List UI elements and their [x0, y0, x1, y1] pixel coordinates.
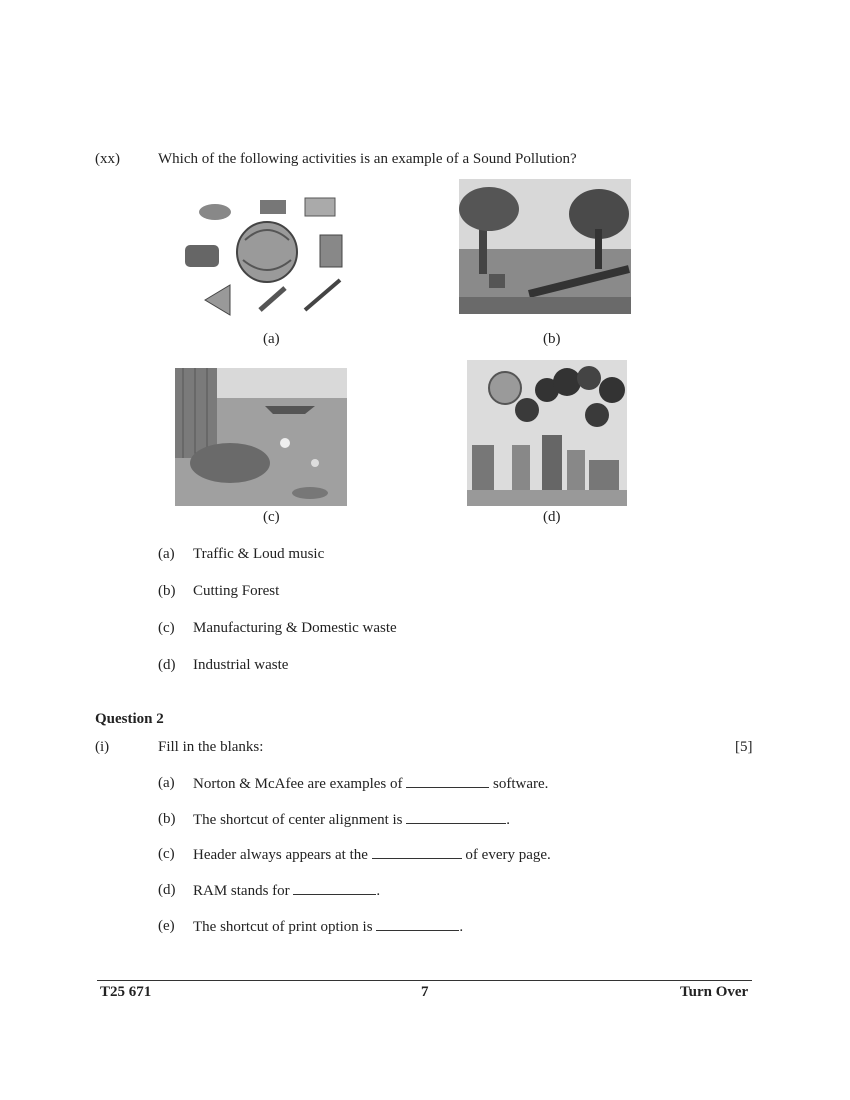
blank-e-key: (e): [158, 918, 175, 934]
option-d-key: (d): [158, 657, 176, 673]
industrial-smoke-icon: [467, 360, 627, 506]
blank-a-after: software.: [493, 776, 549, 792]
question-text: Which of the following activities is an example of a Sound Pollution?: [158, 151, 577, 167]
blank-b-item: [193, 811, 510, 829]
option-b-text: Cutting Forest: [193, 583, 280, 599]
blank-d-key: (d): [158, 882, 176, 898]
blank-c-before: Header always appears at the: [193, 847, 368, 863]
blank-e-line: [376, 918, 459, 931]
blank-d-item: [193, 882, 380, 900]
blank-d-line: [293, 882, 376, 895]
turn-over-note: Turn Over: [680, 984, 749, 1000]
figure-c: [175, 368, 347, 506]
figure-d-label: (d): [543, 509, 561, 525]
water-pollution-icon: [175, 368, 347, 506]
blank-c-key: (c): [158, 846, 175, 862]
figure-d: [467, 360, 627, 506]
blank-b-after: .: [506, 812, 511, 828]
question-2-heading: Question 2: [95, 711, 164, 727]
question-number: (xx): [95, 151, 120, 167]
part-instruction: Fill in the blanks:: [158, 739, 264, 755]
option-b-key: (b): [158, 583, 176, 599]
blank-c-item: [193, 846, 551, 864]
blank-a-before: Norton & McAfee are examples of: [193, 776, 403, 792]
blank-a-item: [193, 775, 548, 793]
blank-a-key: (a): [158, 775, 175, 791]
deforestation-icon: [459, 179, 631, 314]
option-a-key: (a): [158, 546, 175, 562]
option-c-key: (c): [158, 620, 175, 636]
option-a-text: Traffic & Loud music: [193, 546, 325, 562]
blank-d-after: .: [376, 883, 381, 899]
part-number: (i): [95, 739, 110, 755]
blank-c-after: of every page.: [465, 847, 551, 863]
page-number: 7: [421, 984, 429, 1000]
footer-divider: [97, 980, 752, 981]
option-c-text: Manufacturing & Domestic waste: [193, 620, 397, 636]
blank-e-after: .: [459, 919, 464, 935]
blank-a-line: [406, 775, 489, 788]
blank-e-before: The shortcut of print option is: [193, 919, 373, 935]
option-d-text: Industrial waste: [193, 657, 289, 673]
figure-b: [459, 179, 631, 314]
noise-sources-icon: [175, 180, 360, 320]
figure-b-label: (b): [543, 331, 561, 347]
figure-a-label: (a): [263, 331, 280, 347]
marks: [5]: [735, 739, 753, 755]
blank-c-line: [372, 846, 462, 859]
figure-a: [175, 180, 360, 320]
figure-c-label: (c): [263, 509, 280, 525]
footer-code: T25 671: [100, 984, 152, 1000]
blank-e-item: [193, 918, 463, 936]
blank-d-before: RAM stands for: [193, 883, 290, 899]
blank-b-key: (b): [158, 811, 176, 827]
blank-b-before: The shortcut of center alignment is: [193, 812, 403, 828]
blank-b-line: [406, 811, 506, 824]
